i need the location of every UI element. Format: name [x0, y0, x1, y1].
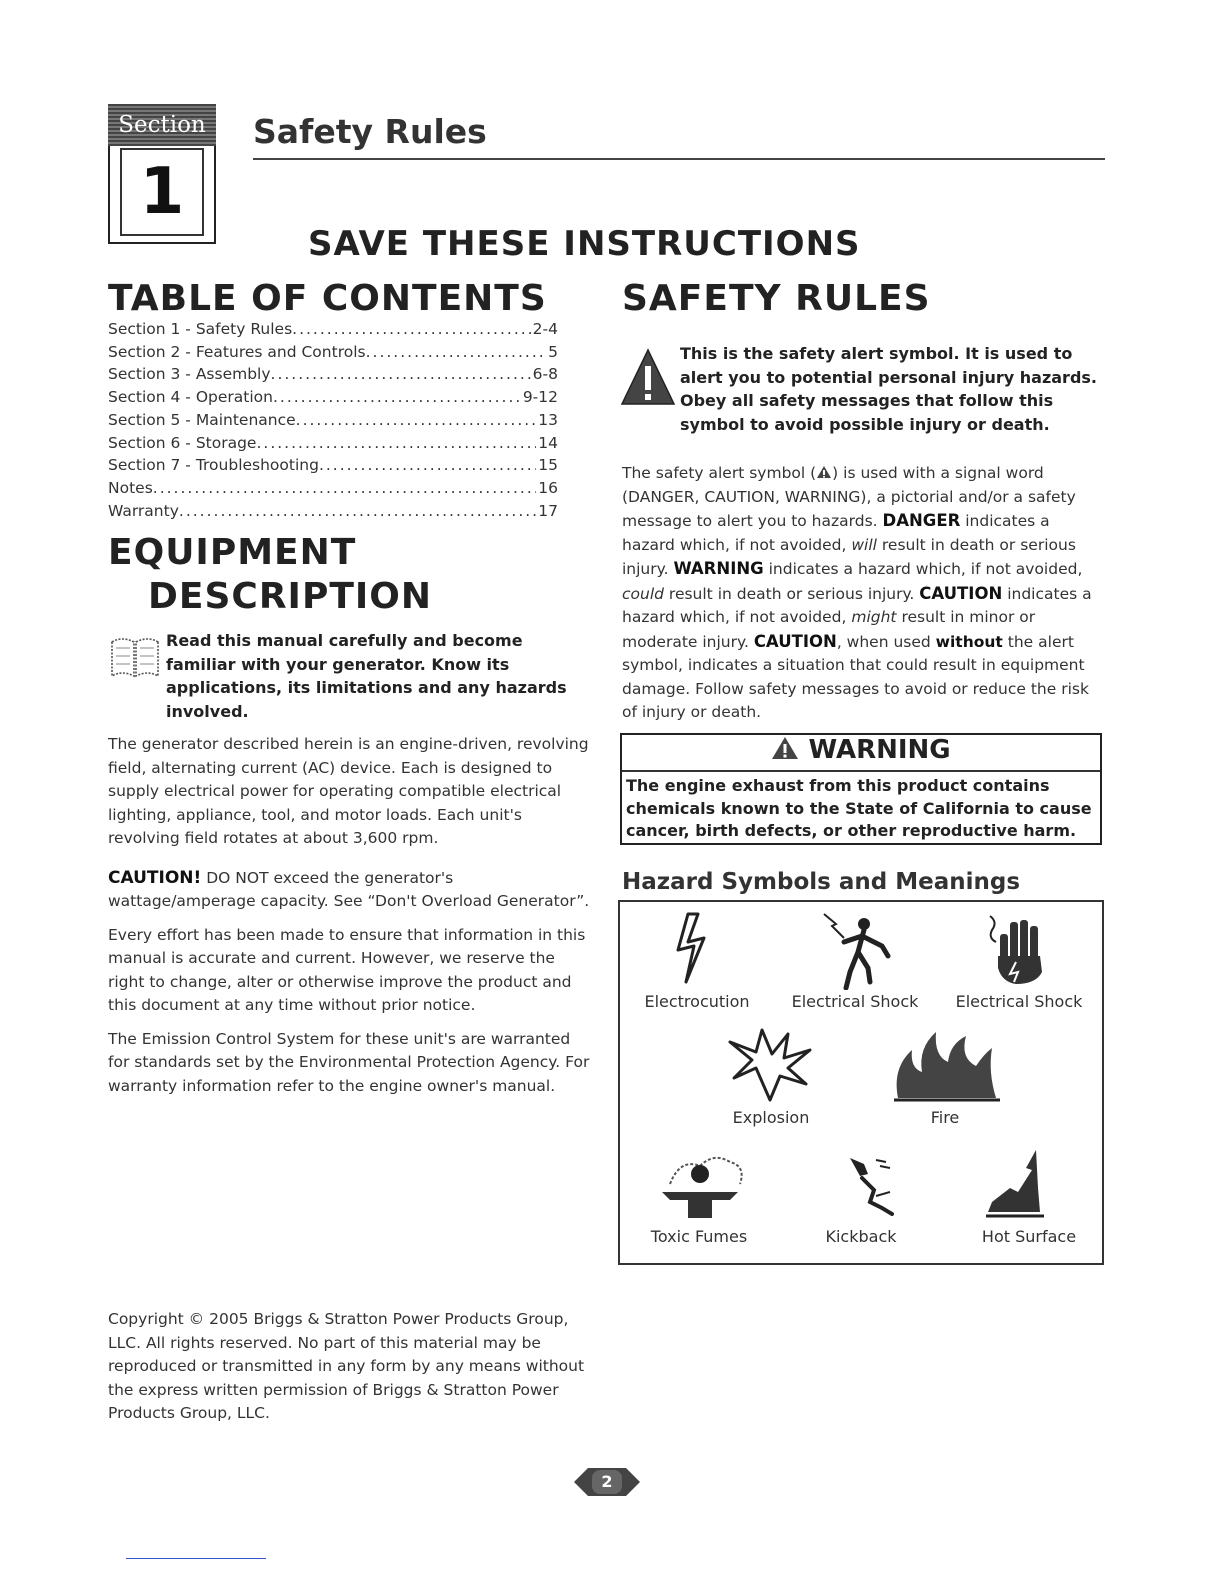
fire-icon: [892, 1028, 1002, 1102]
toc-item-page: 5: [548, 342, 558, 361]
caution-label: CAUTION!: [108, 867, 202, 888]
safety-alert-note: This is the safety alert symbol. It is used to alert you to potential personal injury hazards. Obey all safety messages that follow this symbol to avoid possible injury or death.: [680, 344, 1097, 434]
electrocution-icon: [670, 912, 714, 984]
hazard-label-hot-surface: Hot Surface: [981, 1227, 1077, 1246]
toc-item-label: Warranty: [108, 501, 179, 520]
toc-list: [108, 318, 558, 522]
toc-item[interactable]: [108, 477, 558, 500]
without-word: without: [935, 632, 1003, 651]
toc-item[interactable]: [108, 341, 558, 364]
toxic-fumes-icon: [650, 1148, 750, 1220]
generator-description: The generator described herein is an engine-driven, revolving field, alternating current (AC) device. Each is designed to supply electrical power for operating compatible electrical lighting, appliance, tool, and motor loads. Each unit's revolving field rotates at about 3,600 rpm.: [108, 735, 589, 847]
toc-item[interactable]: [108, 500, 558, 523]
equipment-heading-line1: EQUIPMENT: [108, 532, 357, 573]
toc-item-label: Notes: [108, 478, 153, 497]
warning-alert-icon: [771, 735, 799, 761]
safety-explanation: The safety alert symbol ( ) is used with a signal word (DANGER, CAUTION, WARNING), a pictorial and/or a safety message to alert you to hazards. DANGER indicates a hazard which, if not avoided, will result in death or serious injury. WARNING indicates a hazard which, if not avoided, could result in death or serious injury. CAUTION indicates a hazard which, if not avoided, might result in minor or moderate injury. CAUTION, when used without the alert symbol, indicates a situation that could result in equipment damage. Follow safety messages to avoid or reduce the risk of injury or death.: [622, 464, 1092, 721]
toc-item-page: 14: [538, 433, 558, 452]
electrical-shock-person-icon: [822, 912, 892, 990]
toc-item-label: Section 7 - Troubleshooting: [108, 456, 319, 475]
hazard-label-electrical-shock: Electrical Shock: [791, 992, 919, 1011]
toc-item-label: Section 3 - Assembly: [108, 365, 271, 384]
toc-item-page: 15: [538, 456, 558, 475]
warning-box-title: WARNING: [620, 735, 1102, 765]
caution-word: CAUTION: [919, 583, 1003, 603]
equipment-body: [108, 733, 596, 1108]
accuracy-paragraph: Every effort has been made to ensure that information in this manual is accurate and current. However, we reserve the right to change, alter or otherwise improve the product and this document at any time without prior notice.: [108, 925, 586, 1014]
toc-item-page: 13: [538, 410, 558, 429]
caution-text: DO NOT exceed the generator's wattage/amperage capacity. See “Don't Overload Generator”.: [108, 868, 590, 910]
safety-rules-heading: SAFETY RULES: [622, 278, 931, 319]
hazard-symbols-heading: Hazard Symbols and Meanings: [622, 869, 1021, 895]
warning-box-text: The engine exhaust from this product contains chemicals known to the State of California to cause cancer, birth defects, or other reproductive harm.: [626, 776, 1092, 840]
toc-item-label: Section 6 - Storage: [108, 433, 257, 452]
explosion-icon: [726, 1028, 814, 1102]
section-badge-number-box: [120, 148, 204, 236]
manual-book-icon: [108, 632, 162, 680]
hazard-label-electrical-shock-2: Electrical Shock: [955, 992, 1083, 1011]
toc-heading: TABLE OF CONTENTS: [108, 278, 547, 319]
hazard-label-kickback: Kickback: [825, 1227, 897, 1246]
hazard-label-fire: Fire: [930, 1108, 960, 1127]
save-instructions-heading: SAVE THESE INSTRUCTIONS: [308, 224, 861, 264]
electrical-shock-hand-icon: [986, 912, 1050, 988]
title-rule: [253, 158, 1105, 160]
toc-item-label: Section 2 - Features and Controls: [108, 342, 366, 361]
equipment-heading-line2: DESCRIPTION: [148, 576, 433, 617]
hazard-label-toxic-fumes: Toxic Fumes: [650, 1227, 748, 1246]
toc-item-label: Section 1 - Safety Rules: [108, 320, 293, 338]
caution-paragraph: [108, 867, 596, 914]
toc-item[interactable]: [108, 409, 558, 432]
toc-item-page: 9-12: [522, 388, 558, 407]
section-badge-label: Section: [108, 104, 216, 146]
toc-item-page: 6-8: [532, 365, 558, 384]
toc-item[interactable]: [108, 386, 558, 409]
hazard-label-explosion: Explosion: [732, 1108, 810, 1127]
toc-item[interactable]: [108, 318, 558, 341]
kickback-icon: [846, 1156, 898, 1216]
toc-item-label: Section 5 - Maintenance: [108, 410, 296, 429]
caution-word-2: CAUTION: [753, 631, 837, 651]
hazard-label-electrocution: Electrocution: [644, 992, 750, 1011]
toc-item[interactable]: [108, 454, 558, 477]
section-title: Safety Rules: [253, 112, 487, 151]
toc-item[interactable]: [108, 363, 558, 386]
toc-item-page: 16: [538, 478, 558, 497]
inline-alert-icon: [816, 465, 832, 479]
copyright-notice: Copyright © 2005 Briggs & Stratton Power Products Group, LLC. All rights reserved. No part of this material may be reproduced or transmitted in any form by any means without the express written permission of Briggs & Stratton Power Products Group, LLC.: [108, 1310, 585, 1422]
warning-box-divider: [622, 770, 1100, 772]
danger-word: DANGER: [882, 511, 961, 530]
warning-word: WARNING: [673, 559, 764, 578]
emission-paragraph: The Emission Control System for these unit's are warranted for standards set by the Environmental Protection Agency. For warranty information refer to the engine owner's manual.: [108, 1029, 590, 1095]
section-badge-number: 1: [139, 155, 185, 229]
page-number: 2: [601, 1472, 613, 1491]
toc-item-label: Section 4 - Operation: [108, 388, 273, 407]
footer-line: [126, 1558, 266, 1559]
toc-item-page: 17: [538, 501, 558, 520]
read-manual-note: Read this manual carefully and become familiar with your generator. Know its applications, its limitations and any hazards involved.: [166, 631, 567, 721]
hot-surface-icon: [982, 1148, 1046, 1220]
toc-item[interactable]: [108, 432, 558, 455]
toc-item-page: 2-4: [532, 320, 558, 338]
safety-alert-icon: [620, 346, 676, 408]
